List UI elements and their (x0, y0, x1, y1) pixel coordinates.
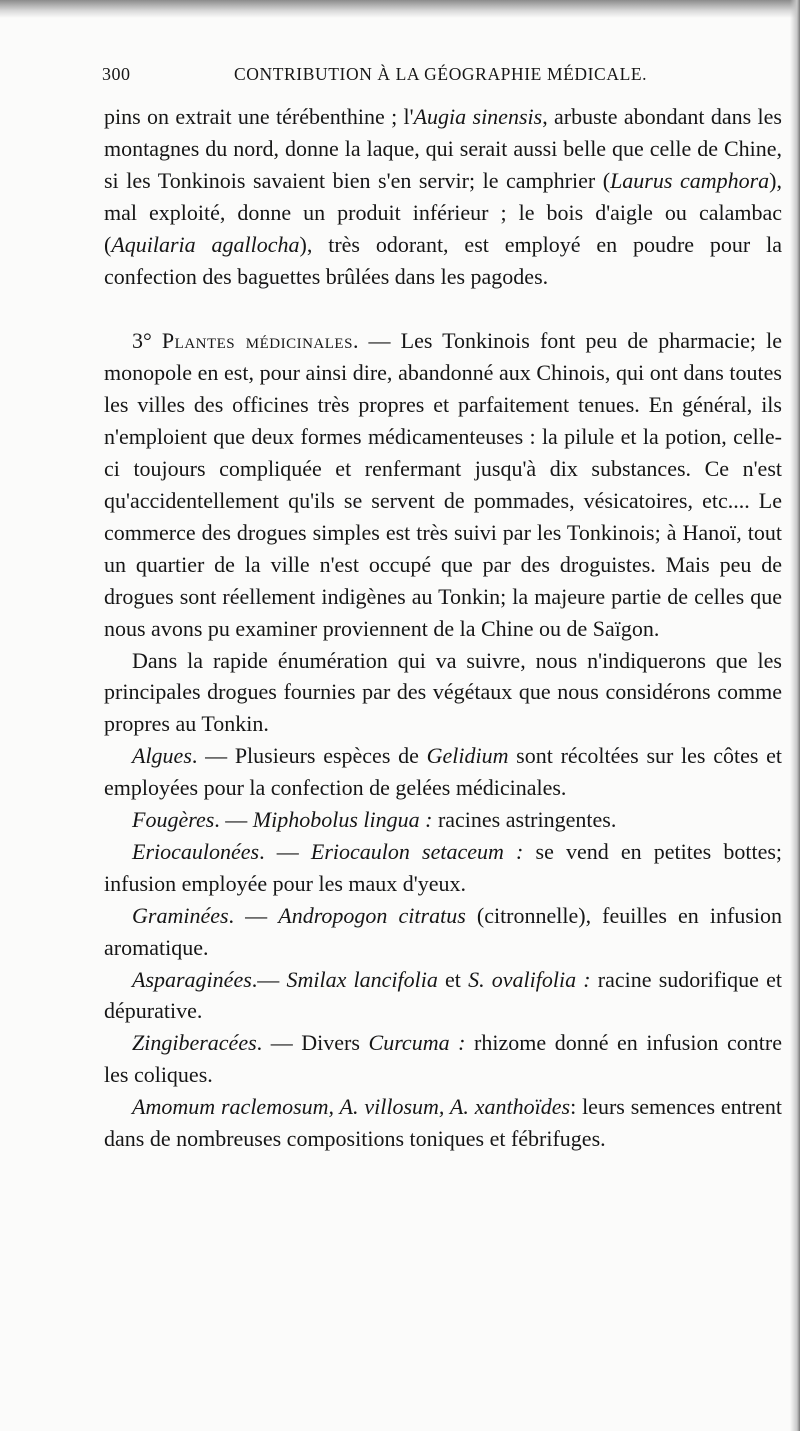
entry-fougeres (104, 804, 782, 836)
text-run: se vend en petites bottes; infusion employée pour les maux d'yeux. (104, 838, 783, 896)
species-name: Amomum raclemosum, A. villosum, A. xanthoïdes (132, 1094, 571, 1120)
family-name: Zingiberacées (132, 1030, 257, 1056)
text-run: et (437, 966, 469, 992)
entry-graminees (104, 900, 782, 964)
entry-zingiberacees (104, 1027, 782, 1091)
text-run: . — (259, 838, 311, 864)
text-run: . — (228, 902, 279, 928)
page-right-shadow (790, 0, 800, 1431)
text-run: sont récoltées sur les côtes et employées pour la confection de gelées médicinales. (104, 743, 782, 801)
species-name: Gelidium (426, 743, 509, 769)
species-name: S. ovalifolia : (468, 966, 591, 992)
page-header (102, 64, 782, 94)
text-run: (citronnelle), feuilles en infusion aromatique. (104, 902, 783, 960)
text-run: ), très odorant, est employé en poudre pour la confection des baguettes brûlées dans les pagodes. (104, 231, 783, 289)
family-name: Fougères (132, 807, 215, 833)
text-run: pins on extrait une térébenthine ; l' (104, 104, 414, 129)
text-run: Dans la rapide énumération qui va suivre, nous n'indiquerons que les principales drogues fournies par des végétaux que nous considérons comme propres au Tonkin. (104, 647, 782, 737)
text-run: ), mal exploité, donne un produit inférieur ; le bois d'aigle ou calambac ( (104, 167, 782, 257)
running-head: CONTRIBUTION À LA GÉOGRAPHIE MÉDICALE. (234, 64, 648, 84)
text-run: rhizome donné en infusion contre les coliques. (104, 1030, 782, 1088)
page-body (104, 101, 782, 1155)
text-run: . — (214, 807, 253, 833)
text-run: racine sudorifique et dépurative. (104, 966, 782, 1024)
text-run: . — Plusieurs espèces de (191, 743, 427, 769)
species-name: Augia sinensis (413, 104, 543, 129)
species-name: Smilax lancifolia (286, 966, 438, 992)
text-run: .— (251, 966, 287, 992)
species-name: Aquilaria agallocha (111, 231, 300, 257)
text-run: . — Les Tonkinois font peu de pharmacie; le monopole en est, pour ainsi dire, abandonné aux Chinois, qui ont dans toutes les villes des officines très propres et parfaitement tenues. En général, ils n'emploient que deux formes médicamenteuses : la pilule et la potion, celle-ci toujours compliquée et renfermant jusqu'à dix substances. Ce n'est qu'accidentellement qu'ils se servent de pommades, vésicatoires, etc.... Le commerce des drogues simples est très suivi par les Tonkinois; à Hanoï, tout un quartier de la ville n'est occupé que par des droguistes. Mais peu de drogues sont réellement indigènes au Tonkin; la majeure partie de celles que nous avons pu examiner proviennent de la Chine ou de Saïgon. (104, 328, 782, 641)
species-name: Curcuma : (368, 1030, 466, 1056)
page-top-shadow (0, 0, 800, 18)
family-name: Algues (132, 743, 192, 769)
entry-amomum (104, 1091, 782, 1155)
text-run: , arbuste abondant dans les montagnes du nord, donne la laque, qui serait aussi belle que celle de Chine, si les Tonkinois savaient bien s'en servir; le camphrier ( (104, 104, 782, 193)
species-name: Eriocaulon setaceum : (310, 838, 524, 864)
entry-eriocaulonees (104, 836, 782, 900)
species-name: Laurus camphora (610, 167, 770, 193)
paragraph-enumeration-intro (104, 645, 782, 741)
entry-algues (104, 740, 782, 804)
text-run: : leurs semences entrent dans de nombreuses compositions toniques et fébrifuges. (104, 1094, 782, 1152)
entry-asparaginees (104, 964, 782, 1028)
family-name: Asparaginées (132, 966, 252, 992)
species-name: Miphobolus lingua : (252, 807, 433, 833)
paragraph-continued (104, 101, 782, 292)
family-name: Graminées (132, 902, 229, 928)
species-name: Andropogon citratus (278, 902, 466, 928)
section-number: 3° (132, 328, 162, 354)
page-number: 300 (102, 64, 131, 84)
section-gap (104, 292, 782, 325)
text-run: . — Divers (256, 1030, 369, 1056)
text-run: racines astringentes. (432, 807, 617, 833)
section-heading: Plantes médicinales (161, 328, 353, 354)
family-name: Eriocaulonées (132, 838, 260, 864)
paragraph-medicinal-plants (104, 325, 782, 644)
